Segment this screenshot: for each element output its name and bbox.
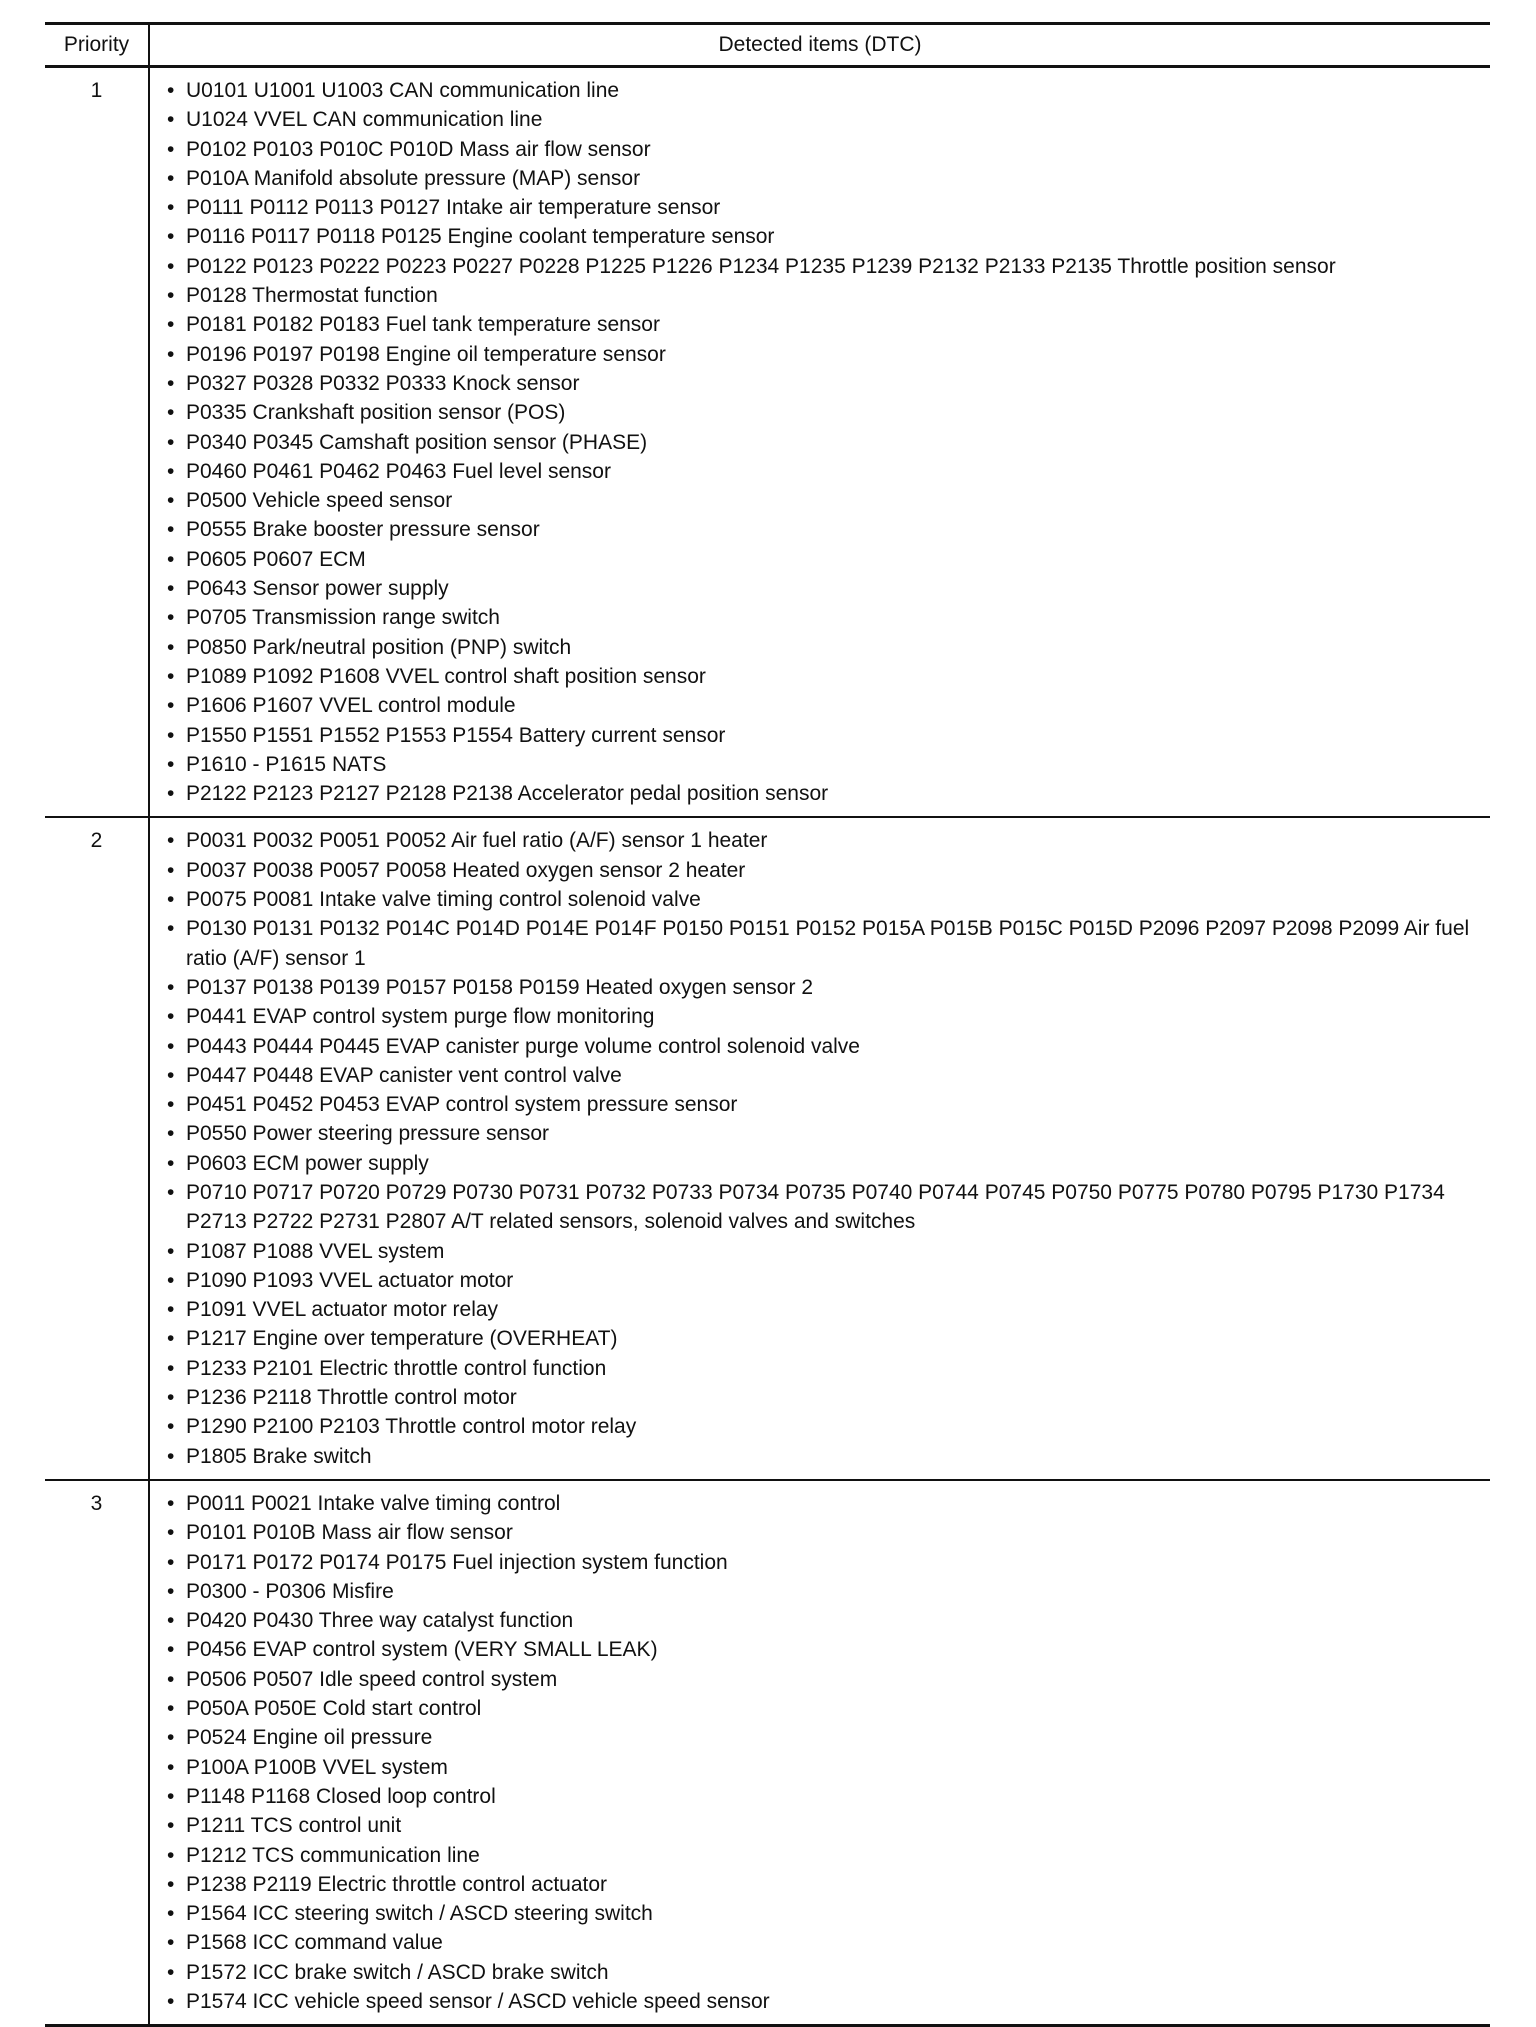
dtc-item: • P1564 ICC steering switch / ASCD steering switch [164, 1899, 1486, 1928]
dtc-item: • P1805 Brake switch [164, 1442, 1486, 1471]
table-row [45, 1480, 1490, 2026]
dtc-priority-table [45, 22, 1490, 2027]
table-row [45, 817, 1490, 1480]
dtc-item: • P0122 P0123 P0222 P0223 P0227 P0228 P1225 P1226 P1234 P1235 P1239 P2132 P2133 P2135 Throttle position sensor [164, 252, 1486, 281]
table-body [45, 67, 1490, 2026]
dtc-item: • P0116 P0117 P0118 P0125 Engine coolant temperature sensor [164, 222, 1486, 251]
dtc-item: • P0130 P0131 P0132 P014C P014D P014E P014F P0150 P0151 P0152 P015A P015B P015C P015D P2096 P2097 P2098 P2099 Air fuel ratio (A/F) sensor 1 [164, 914, 1486, 973]
dtc-item: • P0111 P0112 P0113 P0127 Intake air temperature sensor [164, 193, 1486, 222]
dtc-item: • P0101 P010B Mass air flow sensor [164, 1518, 1486, 1547]
items-cell [149, 817, 1490, 1480]
dtc-item: • U0101 U1001 U1003 CAN communication line [164, 76, 1486, 105]
dtc-list [164, 826, 1486, 1471]
dtc-list [164, 1489, 1486, 2016]
dtc-item: • P0710 P0717 P0720 P0729 P0730 P0731 P0732 P0733 P0734 P0735 P0740 P0744 P0745 P0750 P0775 P0780 P0795 P1730 P1734 P2713 P2722 P2731 P2807 A/T related sensors, solenoid valves and switches [164, 1178, 1486, 1237]
dtc-item: • P0327 P0328 P0332 P0333 Knock sensor [164, 369, 1486, 398]
dtc-item: • P1233 P2101 Electric throttle control function [164, 1354, 1486, 1383]
dtc-item: • P1290 P2100 P2103 Throttle control motor relay [164, 1412, 1486, 1441]
dtc-item: • P1550 P1551 P1552 P1553 P1554 Battery current sensor [164, 721, 1486, 750]
dtc-item: • P0128 Thermostat function [164, 281, 1486, 310]
dtc-item: • P0102 P0103 P010C P010D Mass air flow sensor [164, 135, 1486, 164]
table-header-row [45, 24, 1490, 67]
dtc-item: • P1091 VVEL actuator motor relay [164, 1295, 1486, 1324]
dtc-item: • P0011 P0021 Intake valve timing control [164, 1489, 1486, 1518]
dtc-item: • P1212 TCS communication line [164, 1841, 1486, 1870]
dtc-item: • P0037 P0038 P0057 P0058 Heated oxygen sensor 2 heater [164, 856, 1486, 885]
dtc-item: • P1610 - P1615 NATS [164, 750, 1486, 779]
dtc-item: • P0555 Brake booster pressure sensor [164, 515, 1486, 544]
dtc-item: • P0643 Sensor power supply [164, 574, 1486, 603]
dtc-item: • P0171 P0172 P0174 P0175 Fuel injection system function [164, 1548, 1486, 1577]
dtc-item: • P1236 P2118 Throttle control motor [164, 1383, 1486, 1412]
dtc-item: • P1217 Engine over temperature (OVERHEAT) [164, 1324, 1486, 1353]
dtc-item: • P1089 P1092 P1608 VVEL control shaft position sensor [164, 662, 1486, 691]
dtc-item: • P0550 Power steering pressure sensor [164, 1119, 1486, 1148]
dtc-item: • P0460 P0461 P0462 P0463 Fuel level sensor [164, 457, 1486, 486]
dtc-list [164, 76, 1486, 808]
dtc-item: • P1211 TCS control unit [164, 1811, 1486, 1840]
dtc-item: • P0420 P0430 Three way catalyst function [164, 1606, 1486, 1635]
dtc-item: • P0300 - P0306 Misfire [164, 1577, 1486, 1606]
table-row [45, 67, 1490, 818]
dtc-item: • P0500 Vehicle speed sensor [164, 486, 1486, 515]
dtc-item: • P1238 P2119 Electric throttle control actuator [164, 1870, 1486, 1899]
dtc-item: • P0137 P0138 P0139 P0157 P0158 P0159 Heated oxygen sensor 2 [164, 973, 1486, 1002]
items-cell [149, 67, 1490, 818]
dtc-item: • U1024 VVEL CAN communication line [164, 105, 1486, 134]
dtc-item: • P0603 ECM power supply [164, 1149, 1486, 1178]
dtc-item: • P0506 P0507 Idle speed control system [164, 1665, 1486, 1694]
dtc-item: • P0075 P0081 Intake valve timing control solenoid valve [164, 885, 1486, 914]
dtc-item: • P050A P050E Cold start control [164, 1694, 1486, 1723]
dtc-item: • P0456 EVAP control system (VERY SMALL LEAK) [164, 1635, 1486, 1664]
header-detected-items: Detected items (DTC) [718, 33, 922, 56]
dtc-item: • P0605 P0607 ECM [164, 545, 1486, 574]
dtc-item: • P100A P100B VVEL system [164, 1753, 1486, 1782]
dtc-item: • P0196 P0197 P0198 Engine oil temperature sensor [164, 340, 1486, 369]
dtc-item: • P0340 P0345 Camshaft position sensor (PHASE) [164, 428, 1486, 457]
dtc-item: • P1574 ICC vehicle speed sensor / ASCD vehicle speed sensor [164, 1987, 1486, 2016]
dtc-item: • P2122 P2123 P2127 P2128 P2138 Accelerator pedal position sensor [164, 779, 1486, 808]
dtc-item: • P0335 Crankshaft position sensor (POS) [164, 398, 1486, 427]
header-priority: Priority [45, 24, 149, 67]
dtc-item: • P1606 P1607 VVEL control module [164, 691, 1486, 720]
dtc-item: • P0181 P0182 P0183 Fuel tank temperature sensor [164, 310, 1486, 339]
dtc-item: • P1148 P1168 Closed loop control [164, 1782, 1486, 1811]
items-cell [149, 1480, 1490, 2026]
dtc-item: • P0705 Transmission range switch [164, 603, 1486, 632]
dtc-item: • P0524 Engine oil pressure [164, 1723, 1486, 1752]
dtc-item: • P0441 EVAP control system purge flow monitoring [164, 1002, 1486, 1031]
dtc-item: • P1568 ICC command value [164, 1928, 1486, 1957]
dtc-item: • P0031 P0032 P0051 P0052 Air fuel ratio (A/F) sensor 1 heater [164, 826, 1486, 855]
dtc-item: • P0850 Park/neutral position (PNP) switch [164, 633, 1486, 662]
dtc-item: • P010A Manifold absolute pressure (MAP) sensor [164, 164, 1486, 193]
dtc-priority-document [45, 22, 1490, 2027]
priority-cell: 2 [45, 817, 149, 1480]
dtc-item: • P0451 P0452 P0453 EVAP control system pressure sensor [164, 1090, 1486, 1119]
dtc-item: • P1572 ICC brake switch / ASCD brake switch [164, 1958, 1486, 1987]
priority-cell: 3 [45, 1480, 149, 2026]
dtc-item: • P0447 P0448 EVAP canister vent control valve [164, 1061, 1486, 1090]
dtc-item: • P0443 P0444 P0445 EVAP canister purge volume control solenoid valve [164, 1032, 1486, 1061]
dtc-item: • P1090 P1093 VVEL actuator motor [164, 1266, 1486, 1295]
priority-cell: 1 [45, 67, 149, 818]
dtc-item: • P1087 P1088 VVEL system [164, 1237, 1486, 1266]
